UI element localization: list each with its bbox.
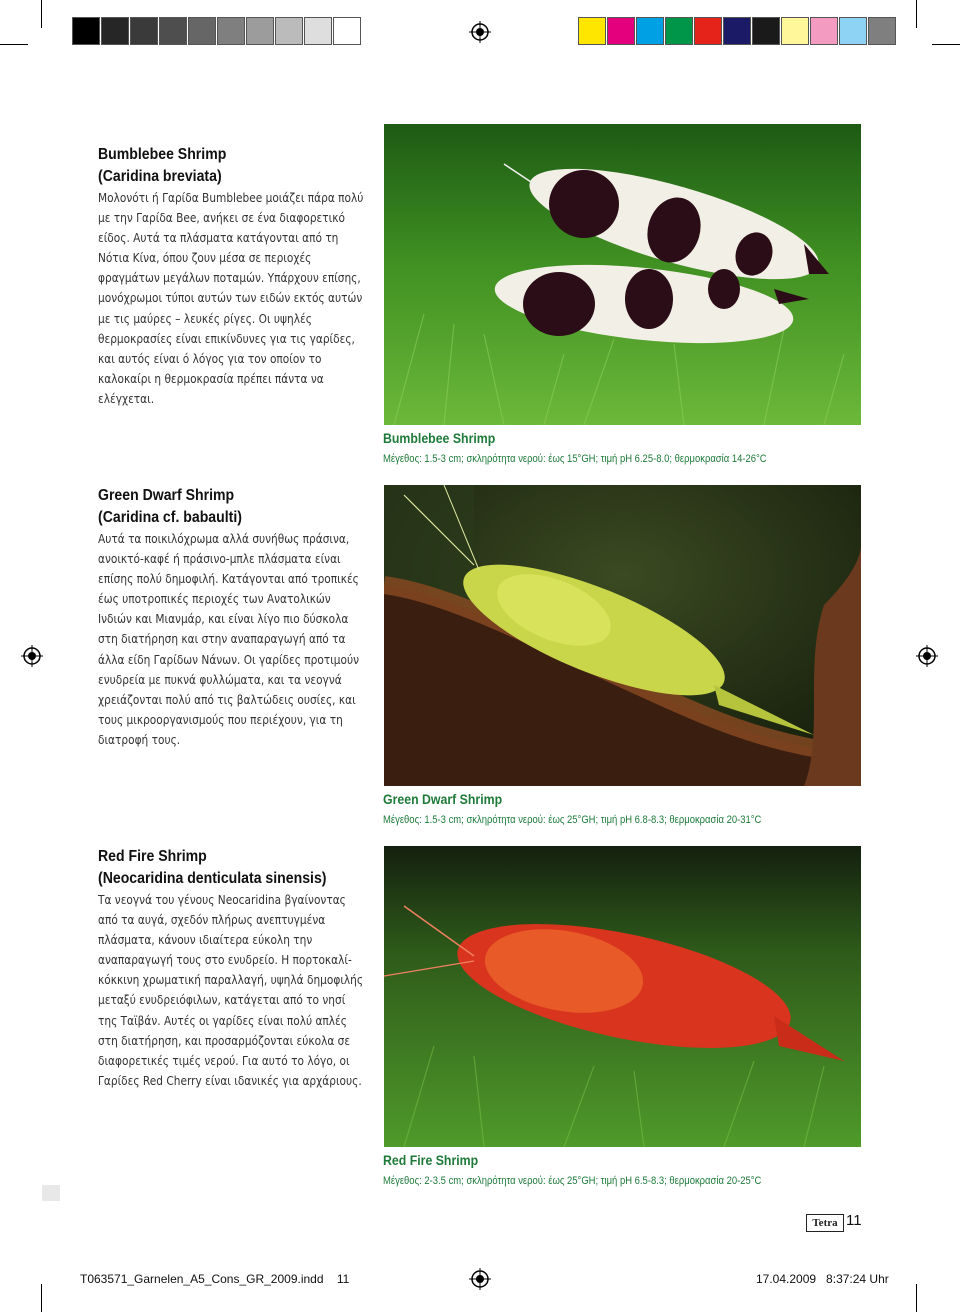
color-swatch [839,17,867,45]
red-fire-description: Τα νεογνά του γένους Neocaridina βγαίνοντας από τα αυγά, σχεδόν πλήρως ανεπτυγμένα πλάσματα, κάνουν ιδιαίτερα εύκολη την αναπαραγωγή τους στο ενυδρείο. Η πορτοκαλί-κόκκινη χρωματική παραλλαγή, υψηλά δημοφιλής μεταξύ ενυδρειόφιλων, κατάγεται από το νησί της Ταϊβάν. Αυτές οι γαρίδες είναι πολύ απλές στη διατήρηση, και προσαρμόζονται εύκολα σε διαφορετικές τιμές νερού. Για αυτό το λόγο, οι Γαρίδες Red Cherry είναι ιδανικές για αρχάριους. [98,892,364,1088]
grey-swatch [72,17,100,45]
footer-file-name: T063571_Garnelen_A5_Cons_GR_2009.indd [80,1272,324,1286]
bumblebee-description: Μολονότι ή Γαρίδα Bumblebee μοιάζει πάρα πολύ με την Γαρίδα Bee, ανήκει σε ένα διαφορετικό είδος. Αυτά τα πλάσματα κατάγονται από τη Νότια Κίνα, όπου ζουν μέσα σε περιοχές φραγμάτων μεγάλων ποταμών. Υπάρχουν επίσης, μονόχρωμοι τύποι αυτών των ειδών εκτός αυτών με τις μαύρες – λευκές ρίγες. Οι υψηλές θερμοκρασίες είναι επικίνδυνες για τις γαρίδες, και αυτός είναι ό λόγος για τον οποίον το καλοκαίρι η θερμοκρασία πρέπει πάντα να ελέγχεται. [98,190,364,406]
red-fire-caption-title: Red Fire Shrimp [383,1152,479,1168]
color-swatch [607,17,635,45]
grey-calibration-bar [72,17,362,45]
green-dwarf-text-block [98,485,366,750]
grey-swatch [217,17,245,45]
red-fire-latin-name: (Neocaridina denticulata sinensis) [98,870,327,887]
red-fire-caption-specs: Μέγεθος: 2-3.5 cm; σκληρότητα νερού: έως 25°GH; τιμή pH 6.5-8.3; θερμοκρασία 20-25°C [383,1175,762,1187]
bumblebee-shrimp-photo [384,124,861,425]
crop-mark-bottom-left [41,1284,42,1312]
color-calibration-bar [578,17,897,45]
grey-swatch [246,17,274,45]
tetra-logo [806,1214,844,1232]
color-swatch [781,17,809,45]
red-fire-text-block [98,846,366,1091]
grey-swatch [101,17,129,45]
green-dwarf-description: Αυτά τα ποικιλόχρωμα αλλά συνήθως πράσινα, ανοικτό-καφέ ή πράσινο-μπλε πλάσματα είναι επίσης πολύ δημοφιλή. Κατάγονται από τροπικές έως υποτροπικές περιοχές των Ανατολικών Ινδιών και Μιανμάρ, και είναι λίγο πιο δύσκολα στη διατήρηση και στην αναπαραγωγή από τα άλλα είδη Γαρίδων Νάνων. Οι γαρίδες προτιμούν ενυδρεία με πυκνά φυλλώματα, και τα νεογνά χρειάζονται πολύ από τις βαλτώδεις ουσίες, και τους μικροοργανισμούς που περιέχουν, για τη διατροφή τους. [98,531,360,747]
bumblebee-text-block [98,144,366,409]
color-swatch [694,17,722,45]
color-swatch [578,17,606,45]
crop-mark-left-top [0,44,28,45]
green-dwarf-caption-specs: Μέγεθος: 1.5-3 cm; σκληρότητα νερού: έως 25°GH; τιμή pH 6.8-8.3; θερμοκρασία 20-31°C [383,814,762,826]
green-dwarf-shrimp-photo [384,485,861,786]
bumblebee-caption-specs: Μέγεθος: 1.5-3 cm; σκληρότητα νερού: έως 15°GH; τιμή pH 6.25-8.0; θερμοκρασία 14-26°C [383,453,767,465]
grey-swatch [304,17,332,45]
page-number: 11 [846,1212,862,1229]
color-swatch [752,17,780,45]
color-swatch [665,17,693,45]
registration-mark-left-icon [21,645,43,667]
tetra-logo-text: Tetra [812,1217,838,1229]
grey-swatch [159,17,187,45]
grey-swatch [188,17,216,45]
footer-file-page: 11 [336,1272,350,1286]
bumblebee-caption-title: Bumblebee Shrimp [383,430,496,446]
color-swatch [868,17,896,45]
crop-mark-top-right [916,0,917,28]
green-dwarf-latin-name: (Caridina cf. babaulti) [98,509,242,526]
grey-swatch [130,17,158,45]
registration-mark-top-icon [469,21,491,43]
grey-swatch [333,17,361,45]
red-fire-title: Red Fire Shrimp [98,848,207,865]
crop-mark-bottom-right [916,1284,917,1312]
footer-file-info [80,1272,349,1286]
red-fire-shrimp-photo [384,846,861,1147]
green-dwarf-title: Green Dwarf Shrimp [98,487,235,504]
bumblebee-title: Bumblebee Shrimp [98,146,227,163]
page-mark-decoration [42,1185,60,1201]
green-dwarf-caption-title: Green Dwarf Shrimp [383,791,503,807]
color-swatch [810,17,838,45]
grey-swatch [275,17,303,45]
registration-mark-right-icon [916,645,938,667]
color-swatch [636,17,664,45]
crop-mark-right-top [932,44,960,45]
footer-timestamp: 17.04.2009 8:37:24 Uhr [756,1272,889,1286]
registration-mark-bottom-icon [469,1268,491,1290]
crop-mark-top-left [41,0,42,28]
color-swatch [723,17,751,45]
bumblebee-latin-name: (Caridina breviata) [98,168,222,185]
